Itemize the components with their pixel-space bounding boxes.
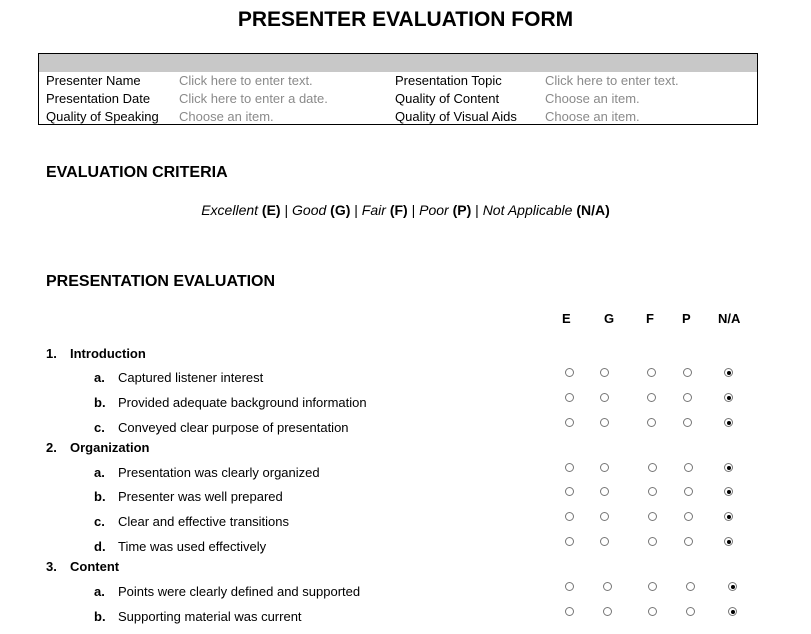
rating-radio[interactable] (647, 418, 656, 427)
rating-radio[interactable] (648, 487, 657, 496)
legend-na: Not Applicable (482, 202, 573, 218)
rating-radio[interactable] (648, 537, 657, 546)
criterion-text: Provided adequate background information (118, 395, 367, 410)
rating-radio[interactable] (600, 393, 609, 402)
presenter-name-label: Presenter Name (46, 73, 141, 88)
rating-radio[interactable] (565, 607, 574, 616)
item-letter: a. (94, 584, 105, 599)
evaluation-criteria-heading: EVALUATION CRITERIA (46, 164, 228, 181)
item-letter: b. (94, 489, 106, 504)
rating-radio[interactable] (724, 418, 733, 427)
criterion-text: Clear and effective transitions (118, 514, 290, 529)
page-title: PRESENTER EVALUATION FORM (237, 8, 574, 31)
criterion-text: Presentation was clearly organized (118, 465, 320, 480)
rating-radio[interactable] (728, 582, 737, 591)
column-header-e: E (562, 311, 571, 326)
presentation-date-label: Presentation Date (46, 91, 151, 106)
rating-radio[interactable] (724, 393, 733, 402)
rating-radio[interactable] (683, 368, 692, 377)
rating-radio[interactable] (648, 463, 657, 472)
section-title: Content (70, 559, 120, 574)
info-header-bar (39, 54, 757, 72)
criterion-text: Supporting material was current (118, 609, 302, 624)
presenter-info-box (38, 53, 758, 125)
rating-radio[interactable] (565, 463, 574, 472)
legend-fair: Fair (361, 202, 386, 218)
legend-good: Good (292, 202, 327, 218)
rating-radio[interactable] (565, 487, 574, 496)
criterion-text: Captured listener interest (118, 370, 264, 385)
criterion-text: Conveyed clear purpose of presentation (118, 420, 349, 435)
rating-radio[interactable] (684, 512, 693, 521)
quality-content-label: Quality of Content (395, 91, 500, 106)
column-header-f: F (646, 311, 654, 326)
rating-radio[interactable] (684, 537, 693, 546)
legend-separator: | (284, 202, 289, 218)
section-number: 2. (46, 440, 57, 455)
item-letter: b. (94, 395, 106, 410)
legend-separator: | (475, 202, 479, 218)
quality-visual-label: Quality of Visual Aids (395, 109, 517, 124)
rating-radio[interactable] (600, 368, 609, 377)
rating-radio[interactable] (724, 512, 733, 521)
legend-excellent: Excellent (201, 202, 259, 218)
rating-radio[interactable] (683, 393, 692, 402)
column-header-na: N/A (718, 311, 741, 326)
quality-visual-dropdown[interactable]: Choose an item. (545, 109, 640, 124)
section-number: 3. (46, 559, 57, 574)
rating-radio[interactable] (724, 487, 733, 496)
rating-radio[interactable] (724, 368, 733, 377)
criterion-text: Presenter was well prepared (118, 489, 283, 504)
rating-radio[interactable] (565, 582, 574, 591)
rating-legend (0, 202, 811, 218)
rating-radio[interactable] (683, 418, 692, 427)
legend-separator: | (411, 202, 416, 218)
quality-speaking-label: Quality of Speaking (46, 109, 159, 124)
presentation-topic-field[interactable]: Click here to enter text. (545, 73, 679, 88)
presentation-topic-label: Presentation Topic (395, 73, 502, 88)
item-letter: b. (94, 609, 106, 624)
rating-radio[interactable] (600, 487, 609, 496)
rating-radio[interactable] (728, 607, 737, 616)
criterion-text: Time was used effectively (118, 539, 267, 554)
presentation-evaluation-heading: PRESENTATION EVALUATION (46, 273, 276, 290)
legend-separator: | (354, 202, 358, 218)
item-letter: c. (94, 514, 105, 529)
legend-na-code: (N/A) (576, 202, 610, 218)
legend-fair-code: (F) (389, 202, 408, 218)
rating-radio[interactable] (603, 607, 612, 616)
rating-radio[interactable] (600, 463, 609, 472)
legend-poor: Poor (419, 202, 449, 218)
rating-radio[interactable] (648, 607, 657, 616)
rating-radio[interactable] (648, 582, 657, 591)
rating-radio[interactable] (724, 537, 733, 546)
rating-radio[interactable] (686, 607, 695, 616)
legend-excellent-code: (E) (261, 202, 281, 218)
rating-radio[interactable] (565, 418, 574, 427)
item-letter: a. (94, 465, 105, 480)
presentation-date-field[interactable]: Click here to enter a date. (179, 91, 328, 106)
rating-radio[interactable] (603, 582, 612, 591)
legend-poor-code: (P) (452, 202, 472, 218)
item-letter: a. (94, 370, 105, 385)
rating-radio[interactable] (600, 537, 609, 546)
rating-radio[interactable] (565, 393, 574, 402)
quality-content-dropdown[interactable]: Choose an item. (545, 91, 640, 106)
rating-radio[interactable] (647, 368, 656, 377)
section-title: Organization (70, 440, 150, 455)
rating-radio[interactable] (647, 393, 656, 402)
legend-good-code: (G) (330, 202, 351, 218)
rating-radio[interactable] (565, 512, 574, 521)
rating-radio[interactable] (684, 487, 693, 496)
presenter-name-field[interactable]: Click here to enter text. (179, 73, 313, 88)
rating-radio[interactable] (724, 463, 733, 472)
section-title: Introduction (70, 346, 146, 361)
rating-radio[interactable] (600, 418, 609, 427)
item-letter: d. (94, 539, 106, 554)
rating-radio[interactable] (600, 512, 609, 521)
rating-radio[interactable] (565, 368, 574, 377)
quality-speaking-dropdown[interactable]: Choose an item. (179, 109, 274, 124)
rating-radio[interactable] (686, 582, 695, 591)
column-header-p: P (682, 311, 691, 326)
rating-radio[interactable] (648, 512, 657, 521)
section-number: 1. (46, 346, 57, 361)
rating-radio[interactable] (565, 537, 574, 546)
rating-radio[interactable] (684, 463, 693, 472)
item-letter: c. (94, 420, 105, 435)
column-header-g: G (604, 311, 615, 326)
criterion-text: Points were clearly defined and supported (118, 584, 361, 599)
